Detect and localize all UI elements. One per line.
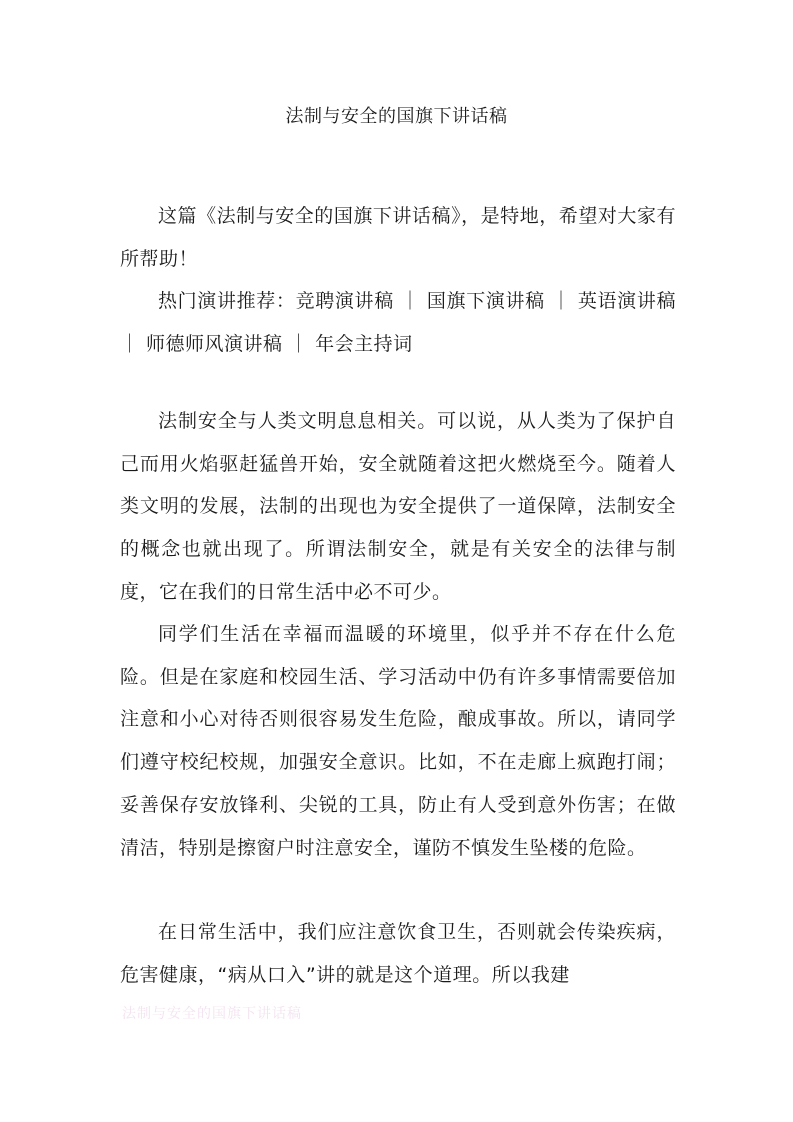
body-paragraph: 同学们生活在幸福而温暖的环境里，似乎并不存在什么危险。但是在家庭和校园生活、学习活动中仍有许多事情需要倍加注意和小心对待否则很容易发生危险，酿成事故。所以，请同学们遵守校纪校规，加强安全意识。比如，不在走廊上疯跑打闹；妥善保存安放锋利、尖锐的工具，防止有人受到意外伤害；在做清洁，特别是擦窗户时注意安全，谨防不慎发生坠楼的危险。 [120, 623, 676, 859]
document-title: 法制与安全的国旗下讲话稿 [285, 106, 508, 127]
body-paragraph: 法制安全与人类文明息息相关。可以说，从人类为了保护自己而用火焰驱赶猛兽开始，安全就随着这把火燃烧至今。随着人类文明的发展，法制的出现也为安全提供了一道保障，法制安全的概念也就出现了。所谓法制安全，就是有关安全的法律与制度，它在我们的日常生活中必不可少。 [120, 410, 676, 603]
body-paragraph: 在日常生活中，我们应注意饮食卫生，否则就会传染疾病，危害健康，“病从口入”讲的就是这个道理。所以我建 [120, 921, 676, 986]
faded-watermark-text: 法制与安全的国旗下讲话稿 [122, 1006, 302, 1022]
hot-recommend-paragraph: 热门演讲推荐：竞聘演讲稿 ｜ 国旗下演讲稿 ｜ 英语演讲稿 ｜ 师德师风演讲稿 ｜ 年会主持词 [120, 290, 676, 355]
intro-paragraph: 这篇《法制与安全的国旗下讲话稿》，是特地，希望对大家有所帮助！ [120, 205, 676, 270]
